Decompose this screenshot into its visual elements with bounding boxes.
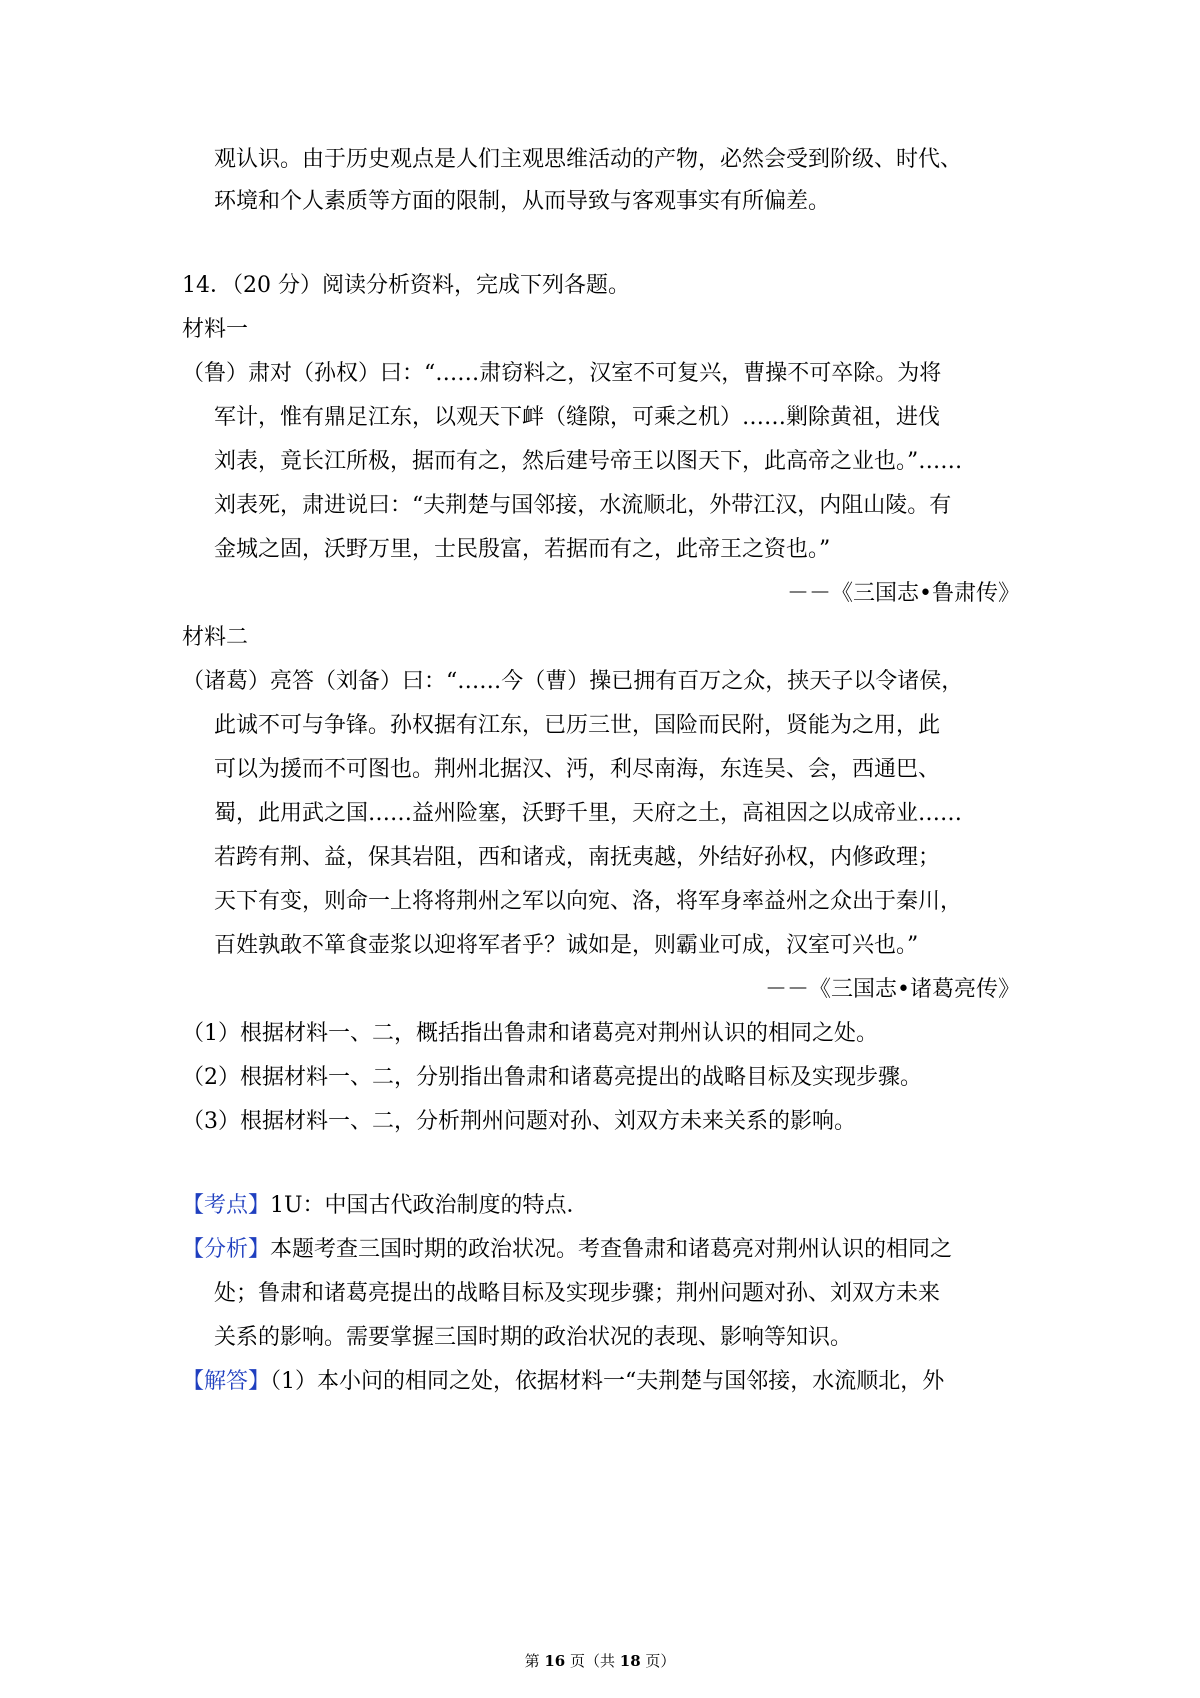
- material1-source: －－《三国志•鲁肃传》: [787, 581, 1020, 606]
- material1-line-1: （鲁）肃对（孙权）曰：“……肃窃料之，汉室不可复兴，曹操不可卒除。为将: [182, 361, 942, 386]
- subquestion-1: （1）根据材料一、二，概括指出鲁肃和诸葛亮对荆州认识的相同之处。: [182, 1021, 878, 1046]
- footer-total-pages: 18: [619, 1652, 641, 1670]
- question-header: 14．（20 分）阅读分析资料，完成下列各题。: [182, 273, 630, 298]
- material1-line-4: 刘表死，肃进说曰：“夫荆楚与国邻接，水流顺北，外带江汉，内阻山陵。有: [214, 493, 952, 518]
- material2-line-4: 蜀，此用武之国……益州险塞，沃野千里，天府之土，高祖因之以成帝业……: [214, 801, 963, 826]
- material1-label: 材料一: [182, 317, 249, 342]
- footer-suffix: 页）: [640, 1652, 676, 1670]
- material2-line-2: 此诚不可与争锋。孙权据有江东，已历三世，国险而民附，贤能为之用，此: [214, 713, 941, 738]
- jieda-text: （1）本小问的相同之处，依据材料一“夫荆楚与国邻接，水流顺北，外: [270, 1369, 945, 1394]
- kaodian-text: 1U：中国古代政治制度的特点．: [270, 1193, 589, 1218]
- footer-prefix: 第: [524, 1652, 545, 1670]
- fenxi-tag: 【分析】: [182, 1237, 271, 1262]
- material2-line-3: 可以为援而不可图也。荆州北据汉、沔，利尽南海，东连吴、会，西通巴、: [214, 757, 941, 782]
- page-footer: [0, 1651, 1200, 1671]
- footer-middle: 页（共: [565, 1652, 620, 1670]
- material2-line-7: 百姓孰敢不箪食壶浆以迎将军者乎？诚如是，则霸业可成，汉室可兴也。”: [214, 933, 919, 958]
- subquestion-2: （2）根据材料一、二，分别指出鲁肃和诸葛亮提出的战略目标及实现步骤。: [182, 1065, 922, 1090]
- material2-line-5: 若跨有荆、益，保其岩阻，西和诸戎，南抚夷越，外结好孙权，内修政理；: [214, 845, 941, 870]
- material2-line-1: （诸葛）亮答（刘备）曰：“……今（曹）操已拥有百万之众，挟天子以令诸侯，: [182, 669, 964, 694]
- material1-line-2: 军计，惟有鼎足江东，以观天下衅（缝隙，可乘之机）……剿除黄祖，进伐: [214, 405, 941, 430]
- jieda-tag: 【解答】: [182, 1369, 271, 1394]
- fenxi-text-1: 本题考查三国时期的政治状况。考查鲁肃和诸葛亮对荆州认识的相同之: [270, 1237, 953, 1262]
- continuation-line-1: 观认识。由于历史观点是人们主观思维活动的产物，必然会受到阶级、时代、: [214, 147, 963, 172]
- material1-line-3: 刘表，竟长江所极，据而有之，然后建号帝王以图天下，此高帝之业也。”……: [214, 449, 963, 474]
- fenxi-line-3: 关系的影响。需要掌握三国时期的政治状况的表现、影响等知识。: [214, 1325, 853, 1350]
- subquestion-3: （3）根据材料一、二，分析荆州问题对孙、刘双方未来关系的影响。: [182, 1109, 856, 1134]
- jieda-line: [182, 1367, 944, 1397]
- continuation-line-2: 环境和个人素质等方面的限制，从而导致与客观事实有所偏差。: [214, 189, 831, 214]
- material1-line-5: 金城之固，沃野万里，士民殷富，若据而有之，此帝王之资也。”: [214, 537, 831, 562]
- kaodian-line: [182, 1191, 589, 1221]
- material2-line-6: 天下有变，则命一上将将荆州之军以向宛、洛，将军身率益州之众出于秦川，: [214, 889, 963, 914]
- footer-page-number: 16: [544, 1652, 566, 1670]
- material2-source: －－《三国志•诸葛亮传》: [765, 977, 1020, 1002]
- fenxi-line-1: [182, 1235, 952, 1265]
- material2-label: 材料二: [182, 625, 249, 650]
- fenxi-line-2: 处；鲁肃和诸葛亮提出的战略目标及实现步骤；荆州问题对孙、刘双方未来: [214, 1281, 941, 1306]
- kaodian-tag: 【考点】: [182, 1193, 271, 1218]
